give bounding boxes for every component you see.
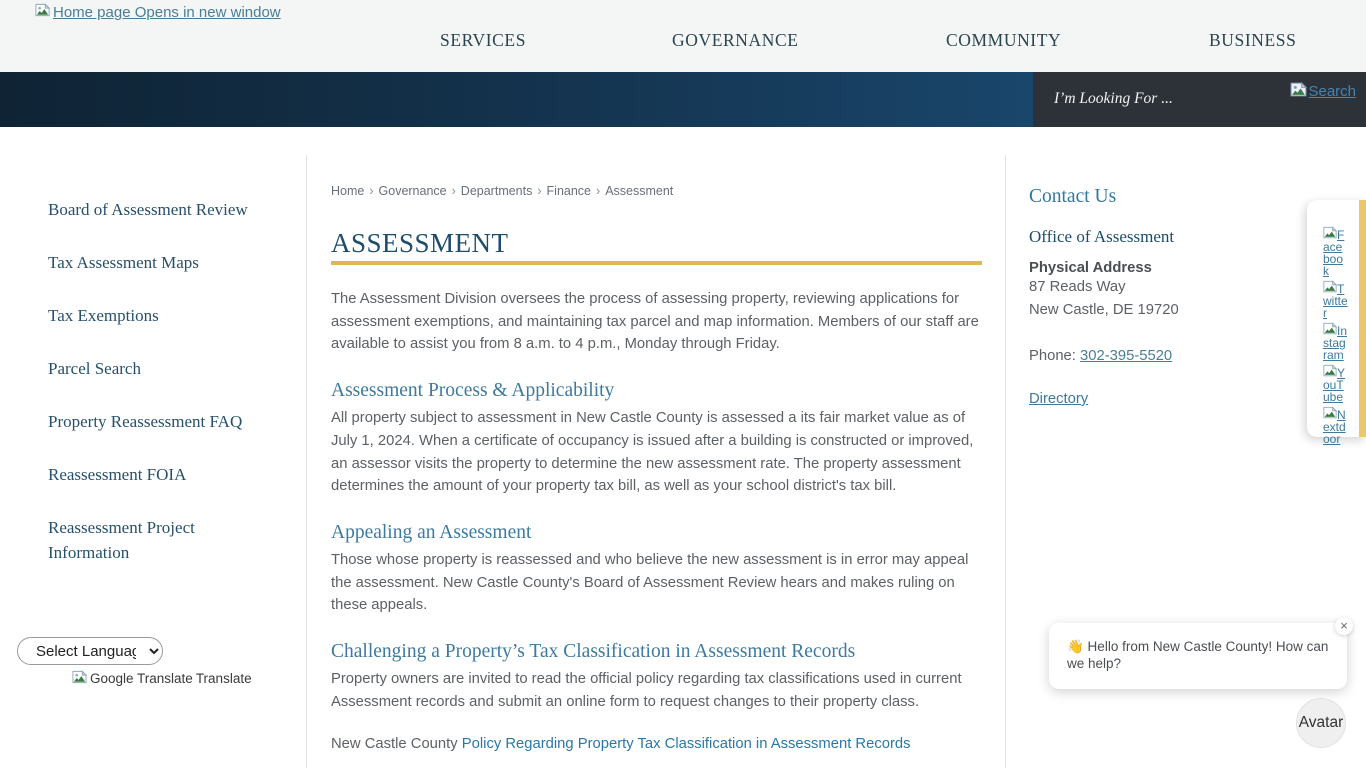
youtube-alt-text: YouTube (1323, 366, 1346, 404)
google-translate[interactable] (72, 670, 252, 687)
contact-panel (1029, 186, 1309, 408)
chat-avatar-launcher[interactable] (1296, 698, 1346, 748)
left-nav (48, 197, 273, 593)
translate-label: Translate (195, 671, 252, 686)
search-box[interactable] (1033, 72, 1366, 127)
chat-greeting-bubble (1049, 623, 1347, 689)
breadcrumb-separator: › (596, 184, 601, 198)
search-prompt[interactable]: I’m Looking For ... (1054, 90, 1173, 107)
search-button-alt-text: Search (1308, 83, 1356, 100)
nav-community[interactable]: COMMUNITY (946, 30, 1062, 50)
broken-image-icon (1323, 364, 1337, 379)
broken-image-icon (1323, 406, 1337, 421)
phone-link[interactable]: 302-395-5520 (1080, 348, 1173, 364)
sidebar-item-board-of-assessment-review[interactable]: Board of Assessment Review (48, 200, 248, 219)
breadcrumb-separator: › (451, 184, 456, 198)
social-flyout-panel (1307, 200, 1366, 446)
chat-message: 👋 Hello from New Castle County! How can we help? (1067, 639, 1329, 671)
broken-image-icon (1290, 82, 1307, 101)
breadcrumb-separator: › (537, 184, 542, 198)
phone-row (1029, 348, 1309, 364)
broken-image-icon (1323, 322, 1337, 337)
language-select[interactable] (17, 637, 163, 665)
sidebar-item-tax-assessment-maps[interactable]: Tax Assessment Maps (48, 253, 199, 272)
instagram-alt-text: Instagram (1323, 324, 1348, 362)
left-column-divider (306, 155, 307, 768)
breadcrumb (331, 184, 673, 198)
phone-label: Phone: (1029, 348, 1081, 364)
youtube-icon[interactable] (1323, 364, 1349, 403)
breadcrumb-separator: › (369, 184, 374, 198)
instagram-icon[interactable] (1323, 322, 1349, 361)
sidebar-item-reassessment-foia[interactable]: Reassessment FOIA (48, 465, 187, 484)
broken-image-icon (1323, 226, 1337, 241)
section-heading-challenging-classification: Challenging a Property’s Tax Classification in Assessment Records (331, 641, 856, 663)
breadcrumb-home[interactable]: Home (331, 184, 365, 198)
policy-link[interactable]: Policy Regarding Property Tax Classification in Assessment Records (461, 736, 911, 753)
breadcrumb-finance[interactable]: Finance (546, 184, 592, 198)
site-header (0, 0, 1366, 72)
section-body-assessment-process: All property subject to assessment in New Castle County is assessed a its fair market value as of July 1, 2024. When a certificate of occupancy is issued after a building is constructed or improved, an assessor visits the property to determine the new assessment rate. The property assessment determines the amount of your property tax bill, as well as your school district's tax bill. (331, 410, 974, 495)
policy-paragraph (331, 733, 982, 756)
page-title: ASSESSMENT (331, 228, 509, 258)
contact-office-name: Office of Assessment (1029, 227, 1175, 246)
hero-band (0, 72, 1366, 127)
chat-close-icon[interactable]: × (1335, 617, 1353, 635)
title-underline-bar (331, 261, 982, 265)
breadcrumb-current-assessment: Assessment (605, 184, 674, 198)
section-body-challenging-classification: Property owners are invited to read the official policy regarding tax classifications used in current Assessment records and submit an online form to request changes to their property class. (331, 671, 962, 710)
facebook-icon[interactable] (1323, 226, 1349, 277)
nextdoor-alt-text: Nextdoor (1323, 408, 1346, 446)
intro-paragraph: The Assessment Division oversees the process of assessing property, reviewing applications for assessment exemptions, and maintaining tax parcel and map information. Members of our staff are available to assist you from 8 a.m. to 4 p.m., Monday through Friday. (331, 291, 979, 353)
sidebar-item-parcel-search[interactable]: Parcel Search (48, 359, 141, 378)
sidebar-item-tax-exemptions[interactable]: Tax Exemptions (48, 306, 159, 325)
contact-us-heading: Contact Us (1029, 186, 1117, 207)
sidebar-item-reassessment-project-information[interactable]: Reassessment Project Information (48, 518, 195, 562)
sidebar-item-property-reassessment-faq[interactable]: Property Reassessment FAQ (48, 412, 243, 431)
home-logo-link[interactable] (35, 3, 281, 21)
nav-services[interactable]: SERVICES (440, 30, 527, 50)
section-heading-assessment-process: Assessment Process & Applicability (331, 380, 615, 402)
home-logo-alt-text: Home page Opens in new window (53, 3, 281, 21)
broken-image-icon (72, 670, 87, 687)
nav-governance[interactable]: GOVERNANCE (672, 30, 799, 50)
nav-business[interactable]: BUSINESS (1209, 30, 1297, 50)
section-heading-appealing-assessment: Appealing an Assessment (331, 521, 532, 543)
broken-image-icon (1323, 280, 1337, 295)
address-line-2: New Castle, DE 19720 (1029, 302, 1179, 318)
main-content (331, 228, 982, 756)
google-translate-alt-text: Google Translate (90, 671, 193, 686)
twitter-icon[interactable] (1323, 280, 1349, 319)
broken-image-icon (35, 3, 50, 21)
nextdoor-icon[interactable] (1323, 406, 1349, 445)
breadcrumb-departments[interactable]: Departments (460, 184, 533, 198)
physical-address-label: Physical Address (1029, 260, 1152, 276)
facebook-alt-text: Facebook (1323, 228, 1345, 278)
avatar-alt-text: Avatar (1298, 714, 1344, 731)
directory-link[interactable]: Directory (1029, 391, 1089, 407)
breadcrumb-governance[interactable]: Governance (378, 184, 447, 198)
policy-prefix: New Castle County (331, 736, 462, 753)
right-column-divider (1005, 155, 1006, 768)
address-line-1: 87 Reads Way (1029, 279, 1126, 295)
twitter-alt-text: Twitter (1323, 282, 1348, 320)
section-body-appealing-assessment: Those whose property is reassessed and who believe the new assessment is in error may appeal the assessment. New Castle County's Board of Assessment Review hears and makes ruling on these appeals. (331, 551, 969, 614)
search-button[interactable] (1290, 82, 1356, 101)
